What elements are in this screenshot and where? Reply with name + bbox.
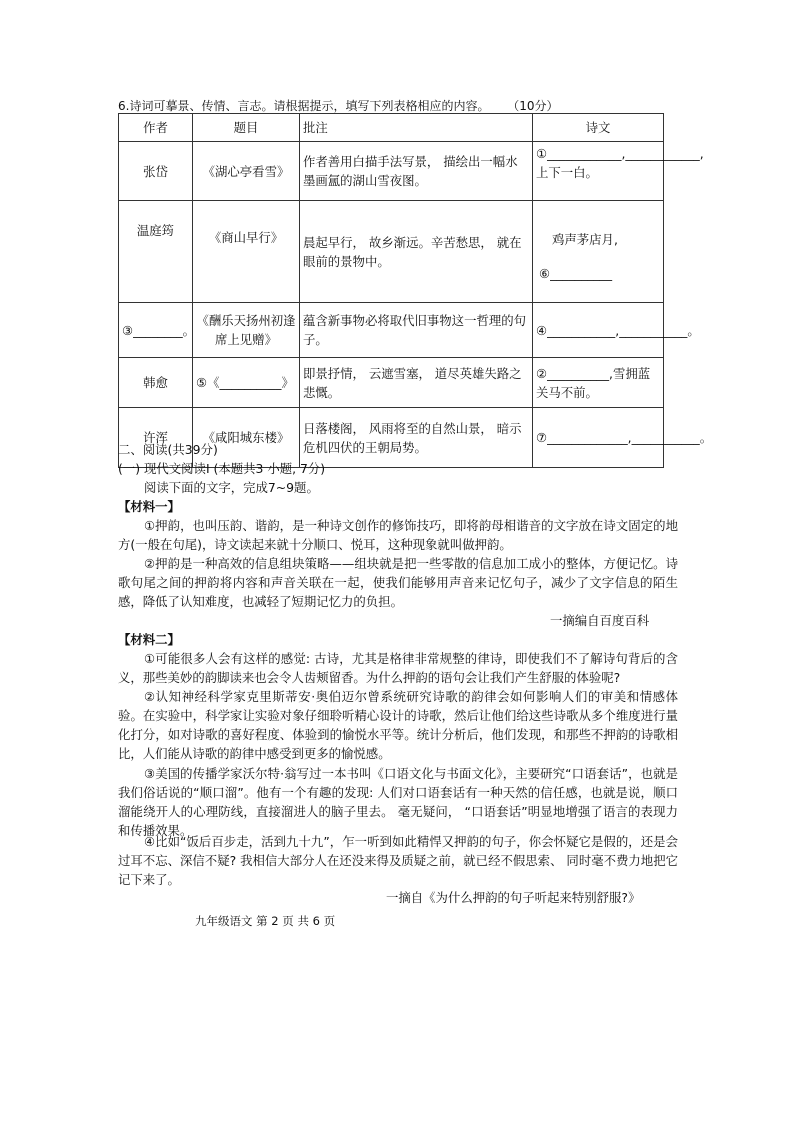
cell-author: 许浑: [119, 408, 193, 468]
cell-note: 蕴含新事物必将取代旧事物这一哲理的句子。: [300, 303, 533, 358]
table-header-row: [119, 114, 664, 142]
cell-note: 晨起早行， 故乡渐远。辛苦愁思， 就在眼前的景物中。: [300, 201, 533, 303]
material-1-label: 【材料一】: [118, 499, 180, 514]
verse-line: 鸡声茅店月,: [552, 232, 618, 247]
header-author: 作者: [119, 114, 193, 142]
question-6-score: （10分）: [507, 99, 559, 113]
verse-blank[interactable]: ⑥__________: [539, 266, 613, 281]
poem-table: [118, 113, 713, 468]
cell-author-blank[interactable]: ③________。: [119, 303, 193, 358]
cell-title-blank[interactable]: ⑤《__________》: [193, 358, 300, 408]
table-row: [119, 201, 664, 303]
material-2-paragraph: ④比如“饭后百步走，活到九十九”，乍一听到如此精悍又押韵的句子，你会怀疑它是假的，还是会过耳不忘、深信不疑? 我相信大部分人在还没来得及质疑之前，就已经不假思索、 同时毫不费力地把它记下来了。: [118, 834, 678, 887]
table-row: [119, 142, 664, 201]
material-2-paragraph: ①可能很多人会有这样的感觉: 古诗，尤其是格律非常规整的律诗，即使我们不了解诗句背后的含义，那些美妙的韵脚读来也会令人齿颊留香。为什么押韵的语句会让我们产生舒服的体验呢?: [118, 651, 678, 685]
cell-title: 《酬乐天扬州初逢席上见赠》: [193, 303, 300, 358]
material-2-paragraph: ③美国的传播学家沃尔特·翁写过一本书叫《口语文化与书面文化》，主要研究“口语套话”，也就是我们俗话说的“顺口溜”。他有一个有趣的发现: 人们对口语套话有一种天然的信任感，也就是说，顺口溜能绕开人的心理防线，直接溜进人的脑子里去。 毫无疑问， “口语套话”明显地增强了语言的表现力和传播效果。: [118, 766, 678, 838]
cell-note: 作者善用白描手法写景， 描绘出一幅水墨画氲的湖山雪夜图。: [300, 142, 533, 201]
cell-title: 《湖心亭看雪》: [193, 142, 300, 201]
page-footer: 九年级语文 第 2 页 共 6 页: [195, 914, 336, 928]
cell-author: 张岱: [119, 142, 193, 201]
header-note: 批注: [300, 114, 533, 142]
cell-verse: [533, 201, 664, 303]
part-1-title: (一) 现代文阅读Ⅰ (本题共3 小题, 7分): [118, 461, 326, 476]
material-2-label: 【材料二】: [118, 632, 180, 647]
table-row: [119, 358, 664, 408]
cell-verse-blank[interactable]: ②__________,雪拥蓝关马不前。: [533, 358, 664, 408]
cell-author: 温庭筠: [119, 201, 193, 303]
material-1-source: 一摘编自百度百科: [550, 613, 650, 628]
cell-verse-blank[interactable]: ④___________,___________。: [533, 303, 664, 358]
material-1-paragraph: ①押韵，也叫压韵、谐韵，是一种诗文创作的修饰技巧，即将韵母相谐音的文字放在诗文固定的地方(一般在句尾)，诗文读起来就十分顺口、悦耳，这种现象就叫做押韵。: [118, 518, 678, 552]
material-2-paragraph: ②认知神经科学家克里斯蒂安·奥伯迈尔曾系统研究诗歌的韵律会如何影响人们的审美和情感体验。在实验中，科学家让实验对象仔细聆听精心设计的诗歌，然后让他们给这些诗歌从多个维度进行量化打分，如对诗歌的喜好程度、体验到的愉悦水平等。统计分析后，他们发现，和那些不押韵的诗歌相比，人们能从诗歌的韵律中感受到更多的愉悦感。: [118, 689, 678, 761]
header-verse: 诗文: [533, 114, 664, 142]
cell-note: 日落楼阁， 风雨将至的自然山景， 暗示危机四伏的王朝局势。: [300, 408, 533, 468]
section-2-title: 二、阅读(共39分): [118, 442, 218, 457]
cell-title: 《商山早行》: [193, 201, 300, 303]
header-title: 题目: [193, 114, 300, 142]
cell-title: 《咸阳城东楼》: [193, 408, 300, 468]
question-6-prompt: [118, 97, 559, 114]
question-6-text: 6.诗词可摹景、传情、言志。请根据提示，填写下列表格相应的内容。: [118, 99, 490, 113]
cell-note: 即景抒情， 云遮雪塞， 道尽英雄失路之悲慨。: [300, 358, 533, 408]
table-row: [119, 303, 664, 358]
material-1-paragraph: ②押韵是一种高效的信息组块策略——组块就是把一些零散的信息加工成小的整体，方便记忆。诗歌句尾之间的押韵将内容和声音关联在一起，使我们能够用声音来记忆句子，减少了文字信息的陌生感，降低了认知难度，也减轻了短期记忆力的负担。: [118, 556, 678, 609]
part-1-instruction: 阅读下面的文字，完成7~9题。: [144, 480, 319, 495]
material-2-source: 一摘自《为什么押韵的句子听起来特别舒服?》: [386, 890, 641, 905]
cell-verse-blank[interactable]: ①____________,____________,上下一白。: [533, 142, 664, 201]
cell-verse-blank[interactable]: ⑦_____________,___________。: [533, 408, 664, 468]
cell-author: 韩愈: [119, 358, 193, 408]
